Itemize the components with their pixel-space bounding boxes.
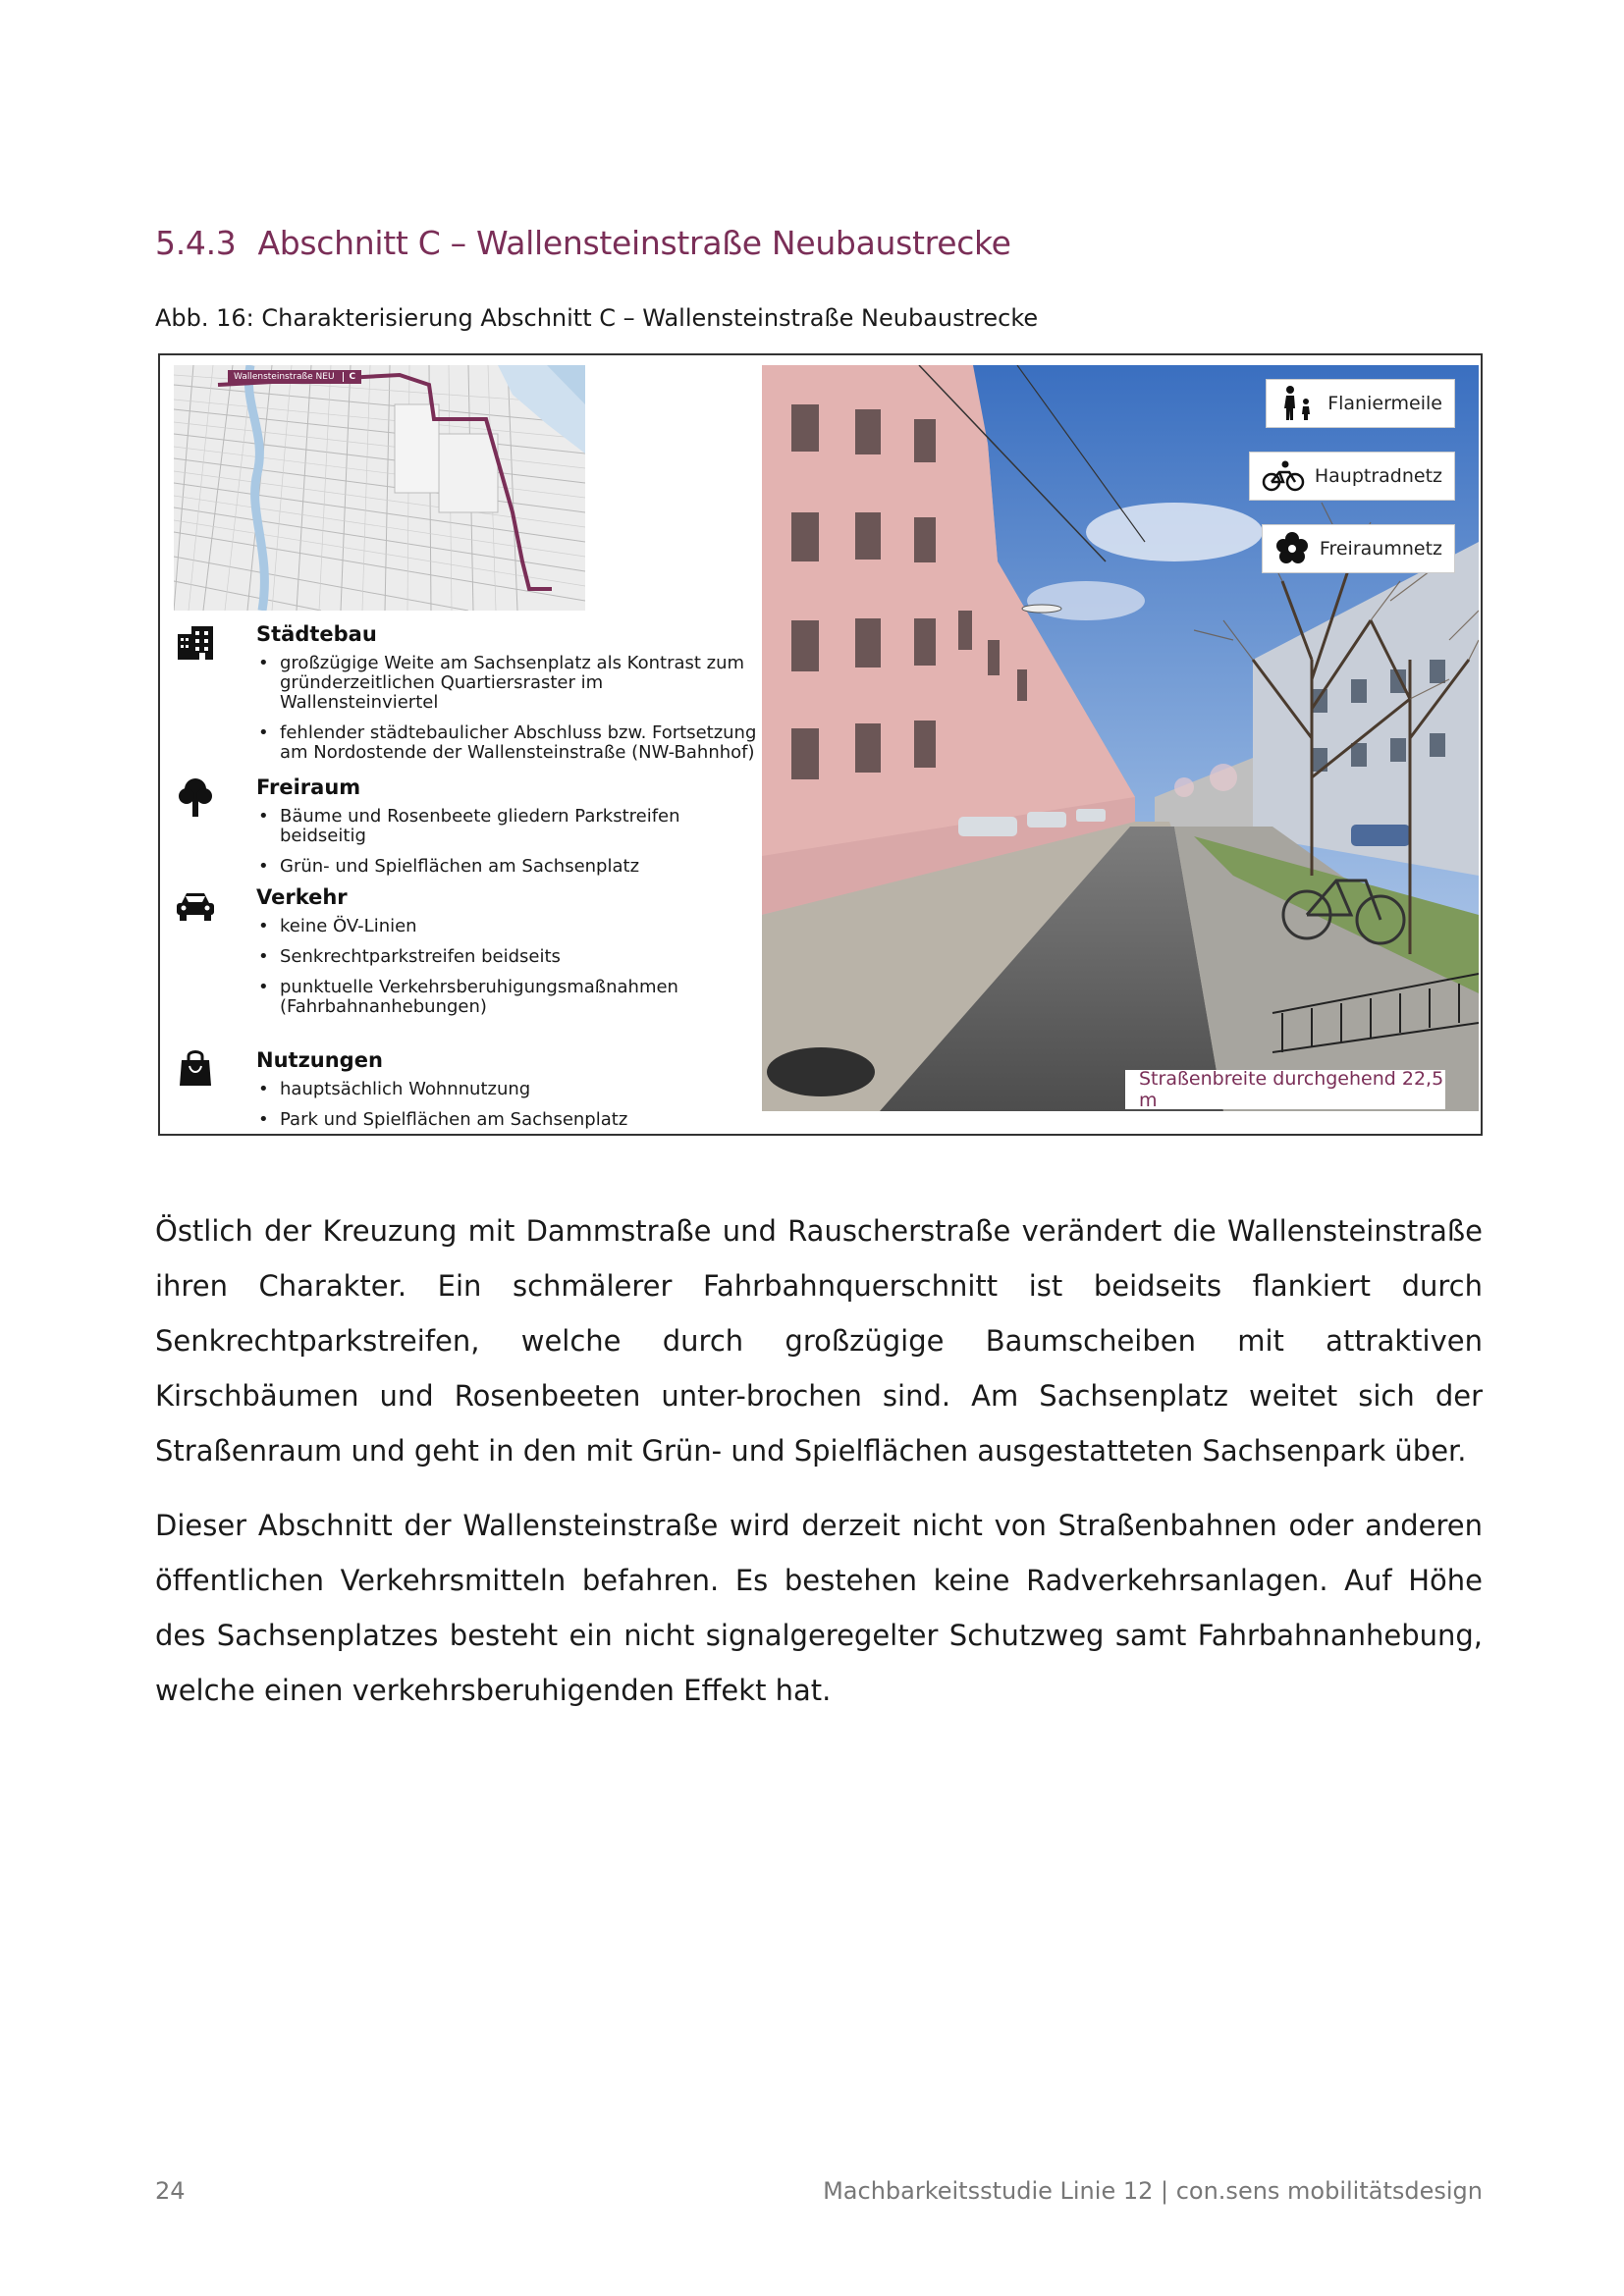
badge-label: Hauptradnetz [1314,465,1442,487]
list-item: • hauptsächlich Wohnnutzung [256,1080,767,1099]
badge-label: Flaniermeile [1327,393,1442,414]
category-title: Freiraum [256,775,361,799]
category-list [256,1080,767,1141]
list-item: • großzügige Weite am Sachsenplatz als Kontrast zum gründerzeitlichen Quartiersraster im Wallensteinviertel [256,654,767,713]
location-map [174,365,585,611]
car-icon [174,885,217,925]
category-title: Nutzungen [256,1048,383,1072]
list-item: • Park und Spielflächen am Sachsenplatz [256,1110,767,1130]
map-label-text: Wallensteinstraße NEU [234,372,335,382]
building-icon [174,622,217,662]
footer-title: Machbarkeitsstudie Linie 12 | con.sens mobilitätsdesign [823,2177,1483,2205]
map-label-letter: C [343,372,356,382]
badge-freiraumnetz [1262,524,1455,573]
paragraph: Dieser Abschnitt der Wallensteinstraße wird derzeit nicht von Straßenbahnen oder anderen öffentlichen Verkehrsmitteln befahren. Es bestehen keine Radverkehrsanlagen. Auf Höhe des Sachsenplatzes besteht ein nicht signalgeregelter Schutzweg samt Fahrbahnanhebung, welche einen verkehrsberuhigenden Effekt hat. [155,1509,1483,1707]
category-title: Städtebau [256,622,377,646]
badge-hauptradnetz [1249,452,1455,501]
category-list [256,654,767,774]
characterization-figure [158,353,1483,1136]
section-number: 5.4.3 [155,224,237,262]
category-title: Verkehr [256,885,348,909]
paragraph: Östlich der Kreuzung mit Dammstraße und Rauscherstraße verändert die Wallensteinstraße ihren Charakter. Ein schmälerer Fahrbahnquerschnitt ist beidseits flankiert durch Senkrechtparkstreifen, welche durch großzügige Baumscheiben mit attraktiven Kirschbäumen und Rosenbeeten unter-brochen sind. Am Sachsenplatz weitet sich der Straßenraum und geht in den mit Grün- und Spielflächen ausgestatteten Sachsenpark über. [155,1214,1483,1468]
tree-icon [174,775,217,815]
street-photo [762,365,1479,1111]
shopping-bag-icon [174,1048,217,1088]
street-width-label: Straßenbreite durchgehend 22,5 m [1125,1070,1445,1109]
pedestrian-icon [1278,385,1318,422]
bicycle-icon [1262,458,1305,494]
map-section-label [228,370,361,384]
list-item: • keine ÖV-Linien [256,917,767,936]
map-graphic [174,365,585,611]
page-number: 24 [155,2177,186,2205]
category-list [256,917,767,1028]
flower-icon [1274,531,1310,566]
section-title: Abschnitt C – Wallensteinstraße Neubaustrecke [257,224,1011,262]
list-item: • fehlender städtebaulicher Abschluss bzw. Fortsetzung am Nordostende der Wallensteinstraße (NW-Bahnhof) [256,723,767,763]
section-heading [155,224,1011,262]
badge-label: Freiraumnetz [1319,538,1442,560]
list-item: • Senkrechtparkstreifen beidseits [256,947,767,967]
badge-flaniermeile [1266,379,1455,428]
list-item: • Grün- und Spielflächen am Sachsenplatz [256,857,767,877]
list-item: • punktuelle Verkehrsberuhigungsmaßnahmen (Fahrbahnanhebungen) [256,978,767,1017]
list-item: • Bäume und Rosenbeete gliedern Parkstreifen beidseitig [256,807,767,846]
figure-caption: Abb. 16: Charakterisierung Abschnitt C – Wallensteinstraße Neubaustrecke [155,304,1039,332]
category-list [256,807,767,887]
